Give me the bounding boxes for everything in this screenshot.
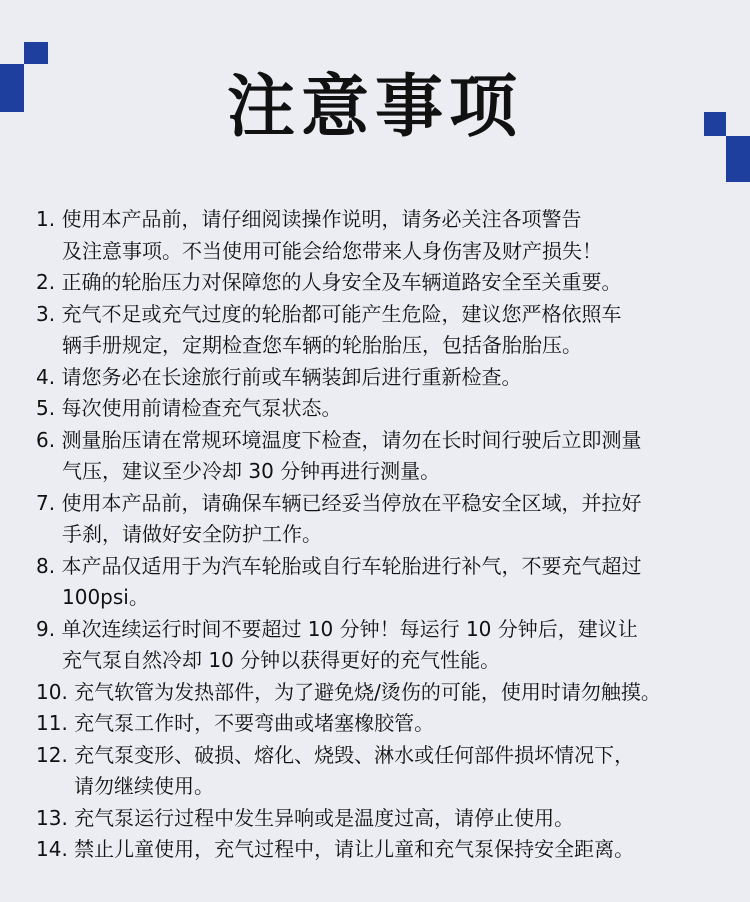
note-item-11 xyxy=(36,708,736,740)
note-line: 12. 充气泵变形、破损、熔化、烧毁、淋水或任何部件损坏情况下， xyxy=(36,742,635,767)
decor-square-top-left-small xyxy=(24,42,48,64)
note-line: 9. 单次连续运行时间不要超过 10 分钟！每运行 10 分钟后，建议让 xyxy=(36,616,638,641)
note-line: 5. 每次使用前请检查充气泵状态。 xyxy=(36,396,342,420)
note-line: 及注意事项。不当使用可能会给您带来人身伤害及财产损失！ xyxy=(62,238,602,263)
note-item-3 xyxy=(36,299,736,362)
note-line: 7. 使用本产品前，请确保车辆已经妥当停放在平稳安全区域，并拉好 xyxy=(36,490,642,515)
note-line: 6. 测量胎压请在常规环境温度下检查，请勿在长时间行驶后立即测量 xyxy=(36,427,642,452)
note-item-4 xyxy=(36,362,736,394)
note-item-12 xyxy=(36,740,736,803)
note-line: 手刹，请做好安全防护工作。 xyxy=(62,522,322,546)
note-item-13 xyxy=(36,803,736,835)
note-line: 10. 充气软管为发热部件，为了避免烧/烫伤的可能，使用时请勿触摸。 xyxy=(36,679,661,704)
note-item-9 xyxy=(36,614,736,677)
note-item-2 xyxy=(36,267,736,299)
note-item-7 xyxy=(36,488,736,551)
note-line: 辆手册规定，定期检查您车辆的轮胎胎压，包括备胎胎压。 xyxy=(62,333,582,357)
note-line: 1. 使用本产品前，请仔细阅读操作说明，请务必关注各项警告 xyxy=(36,207,582,231)
note-line: 14. 禁止儿童使用，充气过程中，请让儿童和充气泵保持安全距离。 xyxy=(36,837,635,861)
note-line: 气压，建议至少冷却 30 分钟再进行测量。 xyxy=(62,459,441,483)
note-line: 充气泵自然冷却 10 分钟以获得更好的充气性能。 xyxy=(62,648,501,672)
note-line: 请勿继续使用。 xyxy=(74,774,214,798)
note-item-6 xyxy=(36,425,736,488)
note-item-8 xyxy=(36,551,736,614)
note-item-14 xyxy=(36,834,736,866)
note-line: 8. 本产品仅适用于为汽车轮胎或自行车轮胎进行补气，不要充气超过 xyxy=(36,553,642,578)
note-line: 4. 请您务必在长途旅行前或车辆装卸后进行重新检查。 xyxy=(36,364,522,389)
note-line: 11. 充气泵工作时，不要弯曲或堵塞橡胶管。 xyxy=(36,711,435,735)
notes-list xyxy=(36,204,736,866)
page-title: 注意事项 xyxy=(226,68,523,147)
note-item-1 xyxy=(36,204,736,267)
note-line: 100psi。 xyxy=(62,585,149,609)
note-item-10 xyxy=(36,677,736,709)
note-item-5 xyxy=(36,393,736,425)
note-line: 3. 充气不足或充气过度的轮胎都可能产生危险，建议您严格依照车 xyxy=(36,301,622,326)
note-line: 2. 正确的轮胎压力对保障您的人身安全及车辆道路安全至关重要。 xyxy=(36,270,622,294)
note-line: 13. 充气泵运行过程中发生异响或是温度过高，请停止使用。 xyxy=(36,805,575,830)
